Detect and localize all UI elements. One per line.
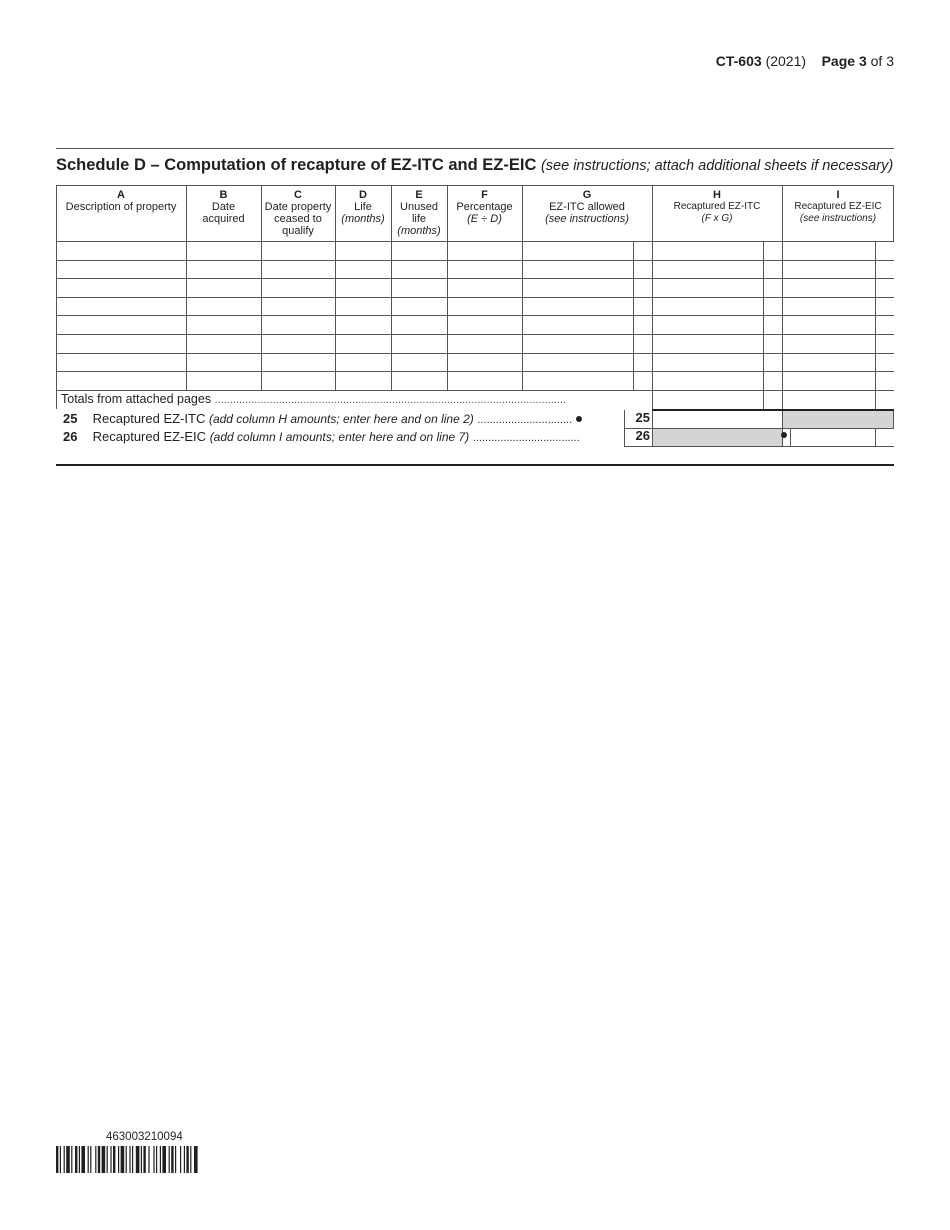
barcode-bar <box>141 1146 142 1173</box>
column-letter: I <box>836 189 840 201</box>
grid-line <box>893 185 894 241</box>
entry-cell-e[interactable] <box>392 316 447 334</box>
entry-cell-d[interactable] <box>336 279 391 297</box>
entry-cell-f[interactable] <box>448 372 522 390</box>
barcode-bar <box>113 1146 115 1173</box>
entry-cell-b[interactable] <box>187 298 261 315</box>
column-label: ceased to <box>274 213 322 225</box>
entry-cell-i[interactable] <box>783 335 875 353</box>
barcode-bar <box>90 1146 91 1173</box>
line-26-input[interactable] <box>791 429 875 446</box>
bottom-rule <box>56 464 894 466</box>
column-header-g <box>522 185 652 241</box>
barcode-bar <box>75 1146 77 1173</box>
barcode-bar <box>88 1146 89 1173</box>
entry-cell-e[interactable] <box>392 298 447 315</box>
grid-line <box>56 260 894 261</box>
line-26-label <box>63 429 580 444</box>
line-25-input[interactable] <box>653 411 782 428</box>
entry-cell-d[interactable] <box>336 316 391 334</box>
entry-cell-i[interactable] <box>783 261 875 278</box>
entry-cell-e[interactable] <box>392 335 447 353</box>
column-header-i <box>782 185 894 241</box>
line-instruction: (add column H amounts; enter here and on line 2) <box>208 412 474 426</box>
entry-cell-f[interactable] <box>448 279 522 297</box>
entry-cell-c[interactable] <box>262 354 335 371</box>
grid-line <box>875 428 876 447</box>
column-header-d <box>335 185 391 241</box>
entry-cell-e[interactable] <box>392 354 447 371</box>
entry-cell-h[interactable] <box>653 298 763 315</box>
page-word: Page <box>821 53 856 69</box>
entry-cell-e[interactable] <box>392 279 447 297</box>
leader-dots: ............................... <box>477 414 573 426</box>
column-letter: F <box>481 189 488 201</box>
column-letter: A <box>117 189 125 201</box>
barcode-bar <box>143 1146 145 1173</box>
entry-cell-c[interactable] <box>262 298 335 315</box>
schedule-note: (see instructions; attach additional sheets if necessary) <box>540 158 894 174</box>
entry-cell-c[interactable] <box>262 279 335 297</box>
entry-cell-i[interactable] <box>783 372 875 390</box>
barcode-bar <box>121 1146 125 1173</box>
column-label: (see instructions) <box>799 213 877 224</box>
entry-cell-a[interactable] <box>57 298 186 315</box>
grid-line <box>56 390 894 391</box>
grid-line <box>624 446 894 447</box>
barcode-icon <box>56 1146 240 1173</box>
entry-cell-a[interactable] <box>57 316 186 334</box>
entry-cell-f[interactable] <box>448 316 522 334</box>
column-label: (E ÷ D) <box>467 213 502 225</box>
entry-cell-c[interactable] <box>262 372 335 390</box>
entry-cell-b[interactable] <box>187 242 261 260</box>
entry-cell-b[interactable] <box>187 335 261 353</box>
schedule-d-table <box>56 185 894 447</box>
column-letter: B <box>219 189 228 201</box>
entry-cell-d[interactable] <box>336 372 391 390</box>
entry-cell-h[interactable] <box>653 261 763 278</box>
barcode-bar <box>110 1146 111 1173</box>
column-letter: G <box>582 189 592 201</box>
barcode-number: 463003210094 <box>106 1131 183 1143</box>
column-label: Recaptured EZ-EIC <box>794 201 882 212</box>
grid-line <box>56 297 894 298</box>
entry-cell-a[interactable] <box>57 335 186 353</box>
top-rule <box>56 148 894 149</box>
grid-line <box>56 353 894 354</box>
line-25-shaded-cell <box>783 411 893 428</box>
barcode-bar <box>129 1146 130 1173</box>
grid-line <box>56 315 894 316</box>
grid-line <box>56 241 894 242</box>
grid-line <box>893 409 894 428</box>
totals-i-input[interactable] <box>783 391 875 409</box>
column-letter: C <box>294 189 302 201</box>
barcode-bar <box>184 1146 185 1173</box>
column-letter: E <box>415 189 423 201</box>
barcode-bar <box>71 1146 72 1173</box>
schedule-title <box>56 156 916 175</box>
barcode-bar <box>60 1146 61 1173</box>
totals-h-input[interactable] <box>653 391 763 409</box>
column-header-b <box>186 185 261 241</box>
entry-cell-i[interactable] <box>783 298 875 315</box>
entry-cell-b[interactable] <box>187 261 261 278</box>
grid-line <box>391 185 392 390</box>
leader-dots: ................................... <box>472 432 580 444</box>
entry-cell-b[interactable] <box>187 279 261 297</box>
column-label: Date property <box>264 201 332 213</box>
grid-line <box>56 185 894 186</box>
totals-label <box>61 392 566 406</box>
entry-cell-f[interactable] <box>448 261 522 278</box>
entry-cell-g[interactable] <box>523 242 633 260</box>
entry-cell-g[interactable] <box>523 261 633 278</box>
barcode-bar <box>132 1146 133 1173</box>
column-label: acquired <box>202 213 245 225</box>
line-26-shaded-cell <box>653 429 782 446</box>
form-year: (2021) <box>765 53 807 69</box>
column-header-e <box>391 185 447 241</box>
entry-cell-f[interactable] <box>448 335 522 353</box>
grid-line <box>447 185 448 390</box>
barcode-bar <box>136 1146 140 1173</box>
entry-cell-a[interactable] <box>57 261 186 278</box>
column-label: EZ-ITC allowed <box>549 201 625 213</box>
grid-line <box>763 241 764 409</box>
barcode-bar <box>98 1146 100 1173</box>
column-header-h <box>652 185 782 241</box>
entry-cell-c[interactable] <box>262 316 335 334</box>
line-text: Recaptured EZ-ITC <box>92 411 206 426</box>
entry-cell-g[interactable] <box>523 335 633 353</box>
barcode-bar <box>156 1146 157 1173</box>
entry-cell-b[interactable] <box>187 372 261 390</box>
column-letter: D <box>359 189 367 201</box>
bullet-icon <box>781 432 787 438</box>
schedule-heading: Schedule D – Computation of recapture of EZ-ITC and EZ-EIC <box>56 156 537 174</box>
entry-cell-f[interactable] <box>448 354 522 371</box>
barcode-bar <box>160 1146 161 1173</box>
barcode-bar <box>190 1146 191 1173</box>
column-label: Life <box>354 201 372 213</box>
entry-cell-i[interactable] <box>783 354 875 371</box>
column-label: (see instructions) <box>545 213 629 225</box>
entry-cell-a[interactable] <box>57 372 186 390</box>
grid-line <box>56 278 894 279</box>
entry-cell-h[interactable] <box>653 242 763 260</box>
grid-line <box>56 371 894 372</box>
grid-line <box>875 241 876 409</box>
entry-cell-e[interactable] <box>392 261 447 278</box>
barcode-bar <box>95 1146 96 1173</box>
line-instruction: (add column I amounts; enter here and on line 7) <box>209 430 470 444</box>
column-label: Unused <box>400 201 438 213</box>
line-26-box: 26 <box>624 428 652 446</box>
entry-cell-e[interactable] <box>392 242 447 260</box>
entry-cell-d[interactable] <box>336 261 391 278</box>
barcode-bar <box>180 1146 181 1173</box>
leader-dots: ................................................................................................................... <box>214 394 567 406</box>
grid-line <box>522 185 523 390</box>
column-header-c <box>261 185 335 241</box>
line-number: 26 <box>63 429 78 444</box>
entry-cell-f[interactable] <box>448 242 522 260</box>
column-label: life <box>411 213 427 225</box>
barcode-bar <box>169 1146 170 1173</box>
column-label: (months) <box>397 225 441 237</box>
entry-cell-c[interactable] <box>262 242 335 260</box>
barcode-bar <box>126 1146 127 1173</box>
entry-cell-g[interactable] <box>523 354 633 371</box>
entry-cell-h[interactable] <box>653 316 763 334</box>
entry-cell-d[interactable] <box>336 242 391 260</box>
entry-cell-d[interactable] <box>336 335 391 353</box>
entry-cell-g[interactable] <box>523 372 633 390</box>
grid-line <box>56 334 894 335</box>
barcode-bar <box>102 1146 106 1173</box>
form-number: CT-603 <box>715 53 762 69</box>
barcode-bar <box>56 1146 58 1173</box>
column-header-a <box>56 185 186 241</box>
grid-line <box>335 185 336 390</box>
barcode-bar <box>153 1146 154 1173</box>
column-header-f <box>447 185 522 241</box>
entry-cell-g[interactable] <box>523 279 633 297</box>
entry-cell-c[interactable] <box>262 335 335 353</box>
entry-cell-g[interactable] <box>523 298 633 315</box>
entry-cell-a[interactable] <box>57 279 186 297</box>
barcode-bar <box>162 1146 166 1173</box>
entry-cell-h[interactable] <box>653 279 763 297</box>
column-label: (F x G) <box>701 213 733 224</box>
column-label: Date <box>211 201 236 213</box>
bullet-icon <box>576 416 582 422</box>
entry-cell-a[interactable] <box>57 242 186 260</box>
column-label: Description of property <box>65 201 177 213</box>
entry-cell-g[interactable] <box>523 316 633 334</box>
entry-cell-i[interactable] <box>783 279 875 297</box>
entry-cell-d[interactable] <box>336 354 391 371</box>
entry-cell-h[interactable] <box>653 354 763 371</box>
line-25-box: 25 <box>624 410 652 428</box>
column-label: qualify <box>282 225 314 237</box>
entry-cell-e[interactable] <box>392 372 447 390</box>
barcode-bar <box>118 1146 119 1173</box>
line-text: Recaptured EZ-EIC <box>92 429 207 444</box>
barcode-bar <box>171 1146 173 1173</box>
grid-line <box>261 185 262 390</box>
entry-cell-b[interactable] <box>187 316 261 334</box>
page-number: 3 <box>858 53 867 69</box>
entry-cell-c[interactable] <box>262 261 335 278</box>
entry-cell-d[interactable] <box>336 298 391 315</box>
entry-cell-i[interactable] <box>783 316 875 334</box>
line-number: 25 <box>63 411 78 426</box>
barcode-bar <box>81 1146 85 1173</box>
entry-cell-b[interactable] <box>187 354 261 371</box>
barcode-bar <box>66 1146 70 1173</box>
barcode-bar <box>186 1146 188 1173</box>
line-25-label <box>63 411 586 426</box>
grid-line <box>186 185 187 390</box>
page-of: of 3 <box>870 53 894 69</box>
barcode-bar <box>64 1146 65 1173</box>
barcode-bar <box>107 1146 108 1173</box>
entry-cell-f[interactable] <box>448 298 522 315</box>
entry-cell-h[interactable] <box>653 335 763 353</box>
entry-cell-a[interactable] <box>57 354 186 371</box>
totals-text: Totals from attached pages <box>61 392 212 406</box>
column-label: Percentage <box>456 201 513 213</box>
page-header <box>716 53 894 69</box>
barcode-bar <box>148 1146 149 1173</box>
entry-cell-h[interactable] <box>653 372 763 390</box>
entry-cell-i[interactable] <box>783 242 875 260</box>
column-label: (months) <box>341 213 385 225</box>
column-letter: H <box>713 189 721 201</box>
barcode-bar <box>175 1146 176 1173</box>
barcode-bar <box>79 1146 80 1173</box>
barcode-bar <box>194 1146 198 1173</box>
column-label: Recaptured EZ-ITC <box>673 201 761 212</box>
